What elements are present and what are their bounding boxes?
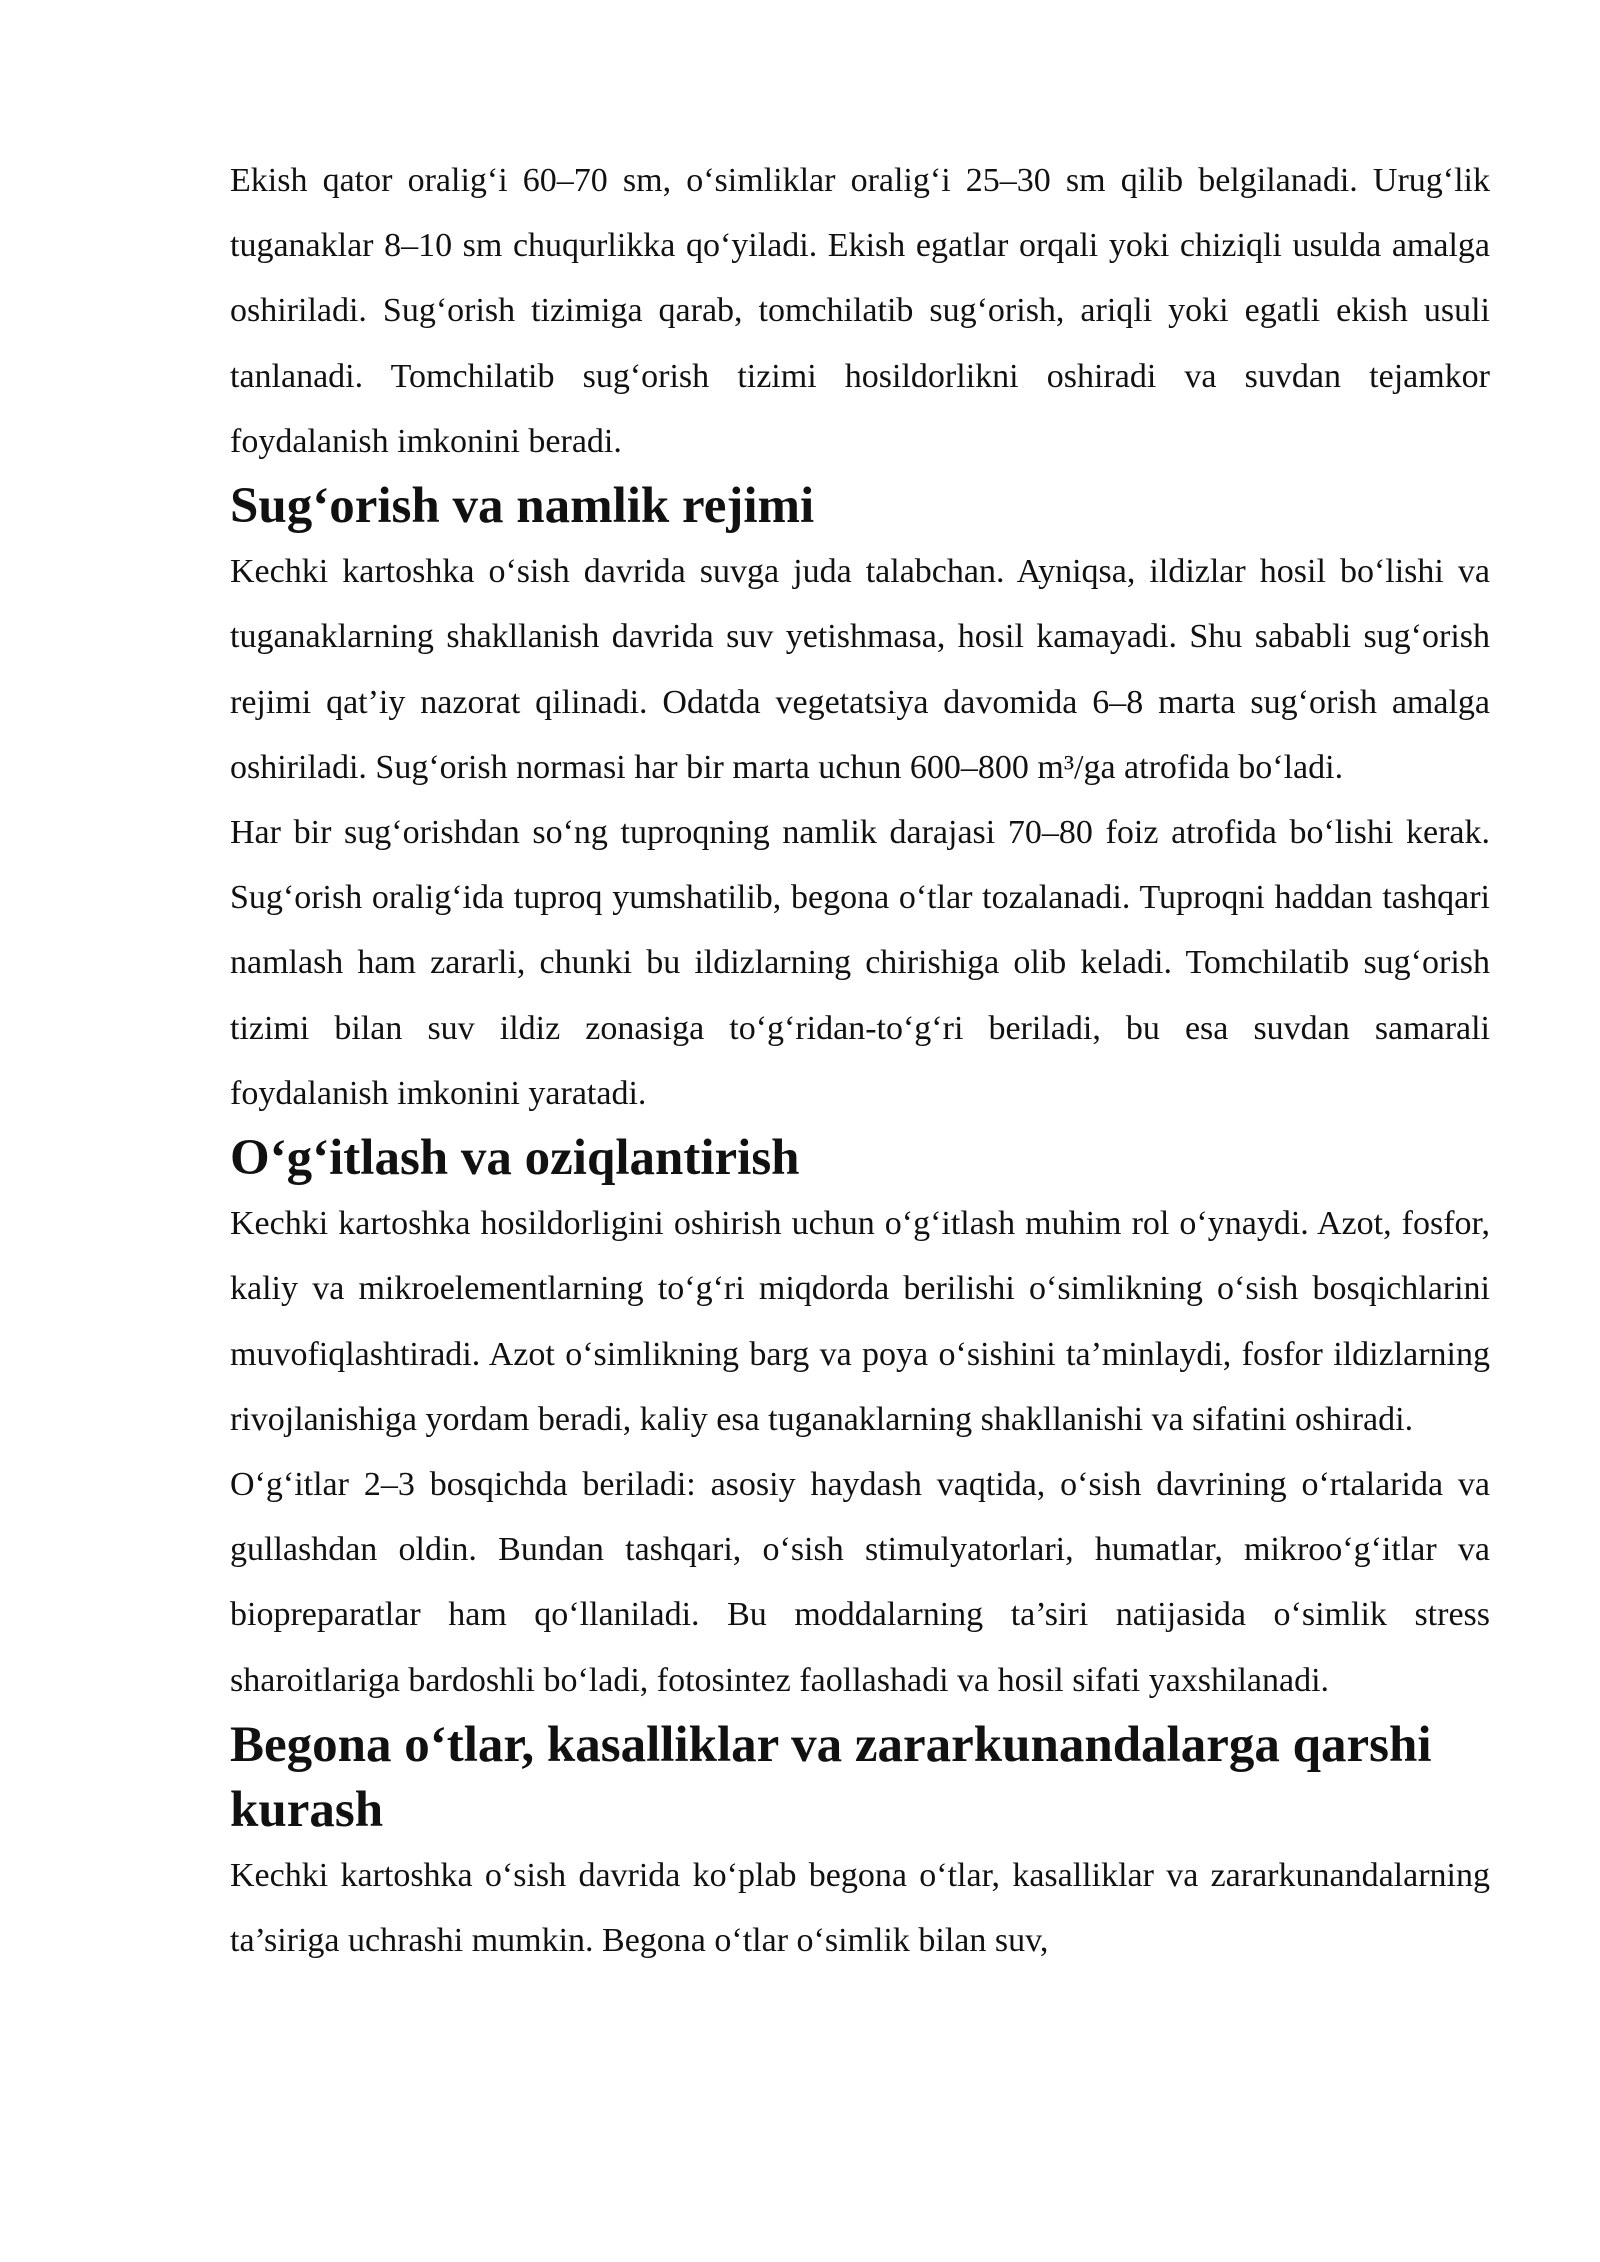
paragraph-fertilizer-role: Kechki kartoshka hosildorligini oshirish uchun o‘g‘itlash muhim rol o‘ynaydi. Azot, fosfor, kaliy va mikroelementlarning to‘g‘ri miqdorda berilishi o‘simlikning o‘sish bosqichlarini muvofiqlashtiradi. Azot o‘simlikning barg va poya o‘sishini ta’minlaydi, fosfor ildizlarning rivojlanishiga yordam beradi, kaliy esa tuganaklarning shakllanishi va sifatini oshiradi. bbox=[230, 1205, 1490, 1438]
heading-irrigation: Sug‘orish va namlik rejimi bbox=[230, 478, 815, 535]
paragraph-planting: Ekish qator oralig‘i 60–70 sm, o‘simliklar oralig‘i 25–30 sm qilib belgilanadi. Urug‘lik tuganaklar 8–10 sm chuqurlikka qo‘yiladi. Ekish egatlar orqali yoki chiziqli usulda amalga oshiriladi. Sug‘orish tizimiga qarab, tomchilatib sug‘orish, ariqli yoki egatli ekish usuli tanlanadi. Tomchilatib sug‘orish tizimi hosildorlikni oshiradi va suvdan tejamkor foydalanish imkonini beradi. bbox=[230, 162, 1490, 460]
document-page bbox=[230, 148, 1490, 1974]
heading-pest-control: Begona o‘tlar, kasalliklar va zararkunandalarga qarshi kurash bbox=[230, 1716, 1432, 1839]
paragraph-irrigation-demand: Kechki kartoshka o‘sish davrida suvga juda talabchan. Ayniqsa, ildizlar hosil bo‘lishi va tuganaklarning shakllanish davrida suv yetishmasa, hosil kamayadi. Shu sababli sug‘orish rejimi qat’iy nazorat qilinadi. Odatda vegetatsiya davomida 6–8 marta sug‘orish amalga oshiriladi. Sug‘orish normasi har bir marta uchun 600–800 m³/ga atrofida bo‘ladi. bbox=[230, 553, 1490, 786]
paragraph-pest-intro: Kechki kartoshka o‘sish davrida ko‘plab begona o‘tlar, kasalliklar va zararkunandalarning ta’siriga uchrashi mumkin. Begona o‘tlar o‘simlik bilan suv, bbox=[230, 1857, 1490, 1960]
heading-fertilization: O‘g‘itlash va oziqlantirish bbox=[230, 1130, 800, 1187]
paragraph-fertilizer-stages: O‘g‘itlar 2–3 bosqichda beriladi: asosiy haydash vaqtida, o‘sish davrining o‘rtalarida va gullashdan oldin. Bundan tashqari, o‘sish stimulyatorlari, humatlar, mikroo‘g‘itlar va biopreparatlar ham qo‘llaniladi. Bu moddalarning ta’siri natijasida o‘simlik stress sharoitlariga bardoshli bo‘ladi, fotosintez faollashadi va hosil sifati yaxshilanadi. bbox=[230, 1466, 1490, 1699]
paragraph-soil-moisture: Har bir sug‘orishdan so‘ng tuproqning namlik darajasi 70–80 foiz atrofida bo‘lishi kerak. Sug‘orish oralig‘ida tuproq yumshatilib, begona o‘tlar tozalanadi. Tuproqni haddan tashqari namlash ham zararli, chunki bu ildizlarning chirishiga olib keladi. Tomchilatib sug‘orish tizimi bilan suv ildiz zonasiga to‘g‘ridan-to‘g‘ri beriladi, bu esa suvdan samarali foydalanish imkonini yaratadi. bbox=[230, 814, 1490, 1112]
